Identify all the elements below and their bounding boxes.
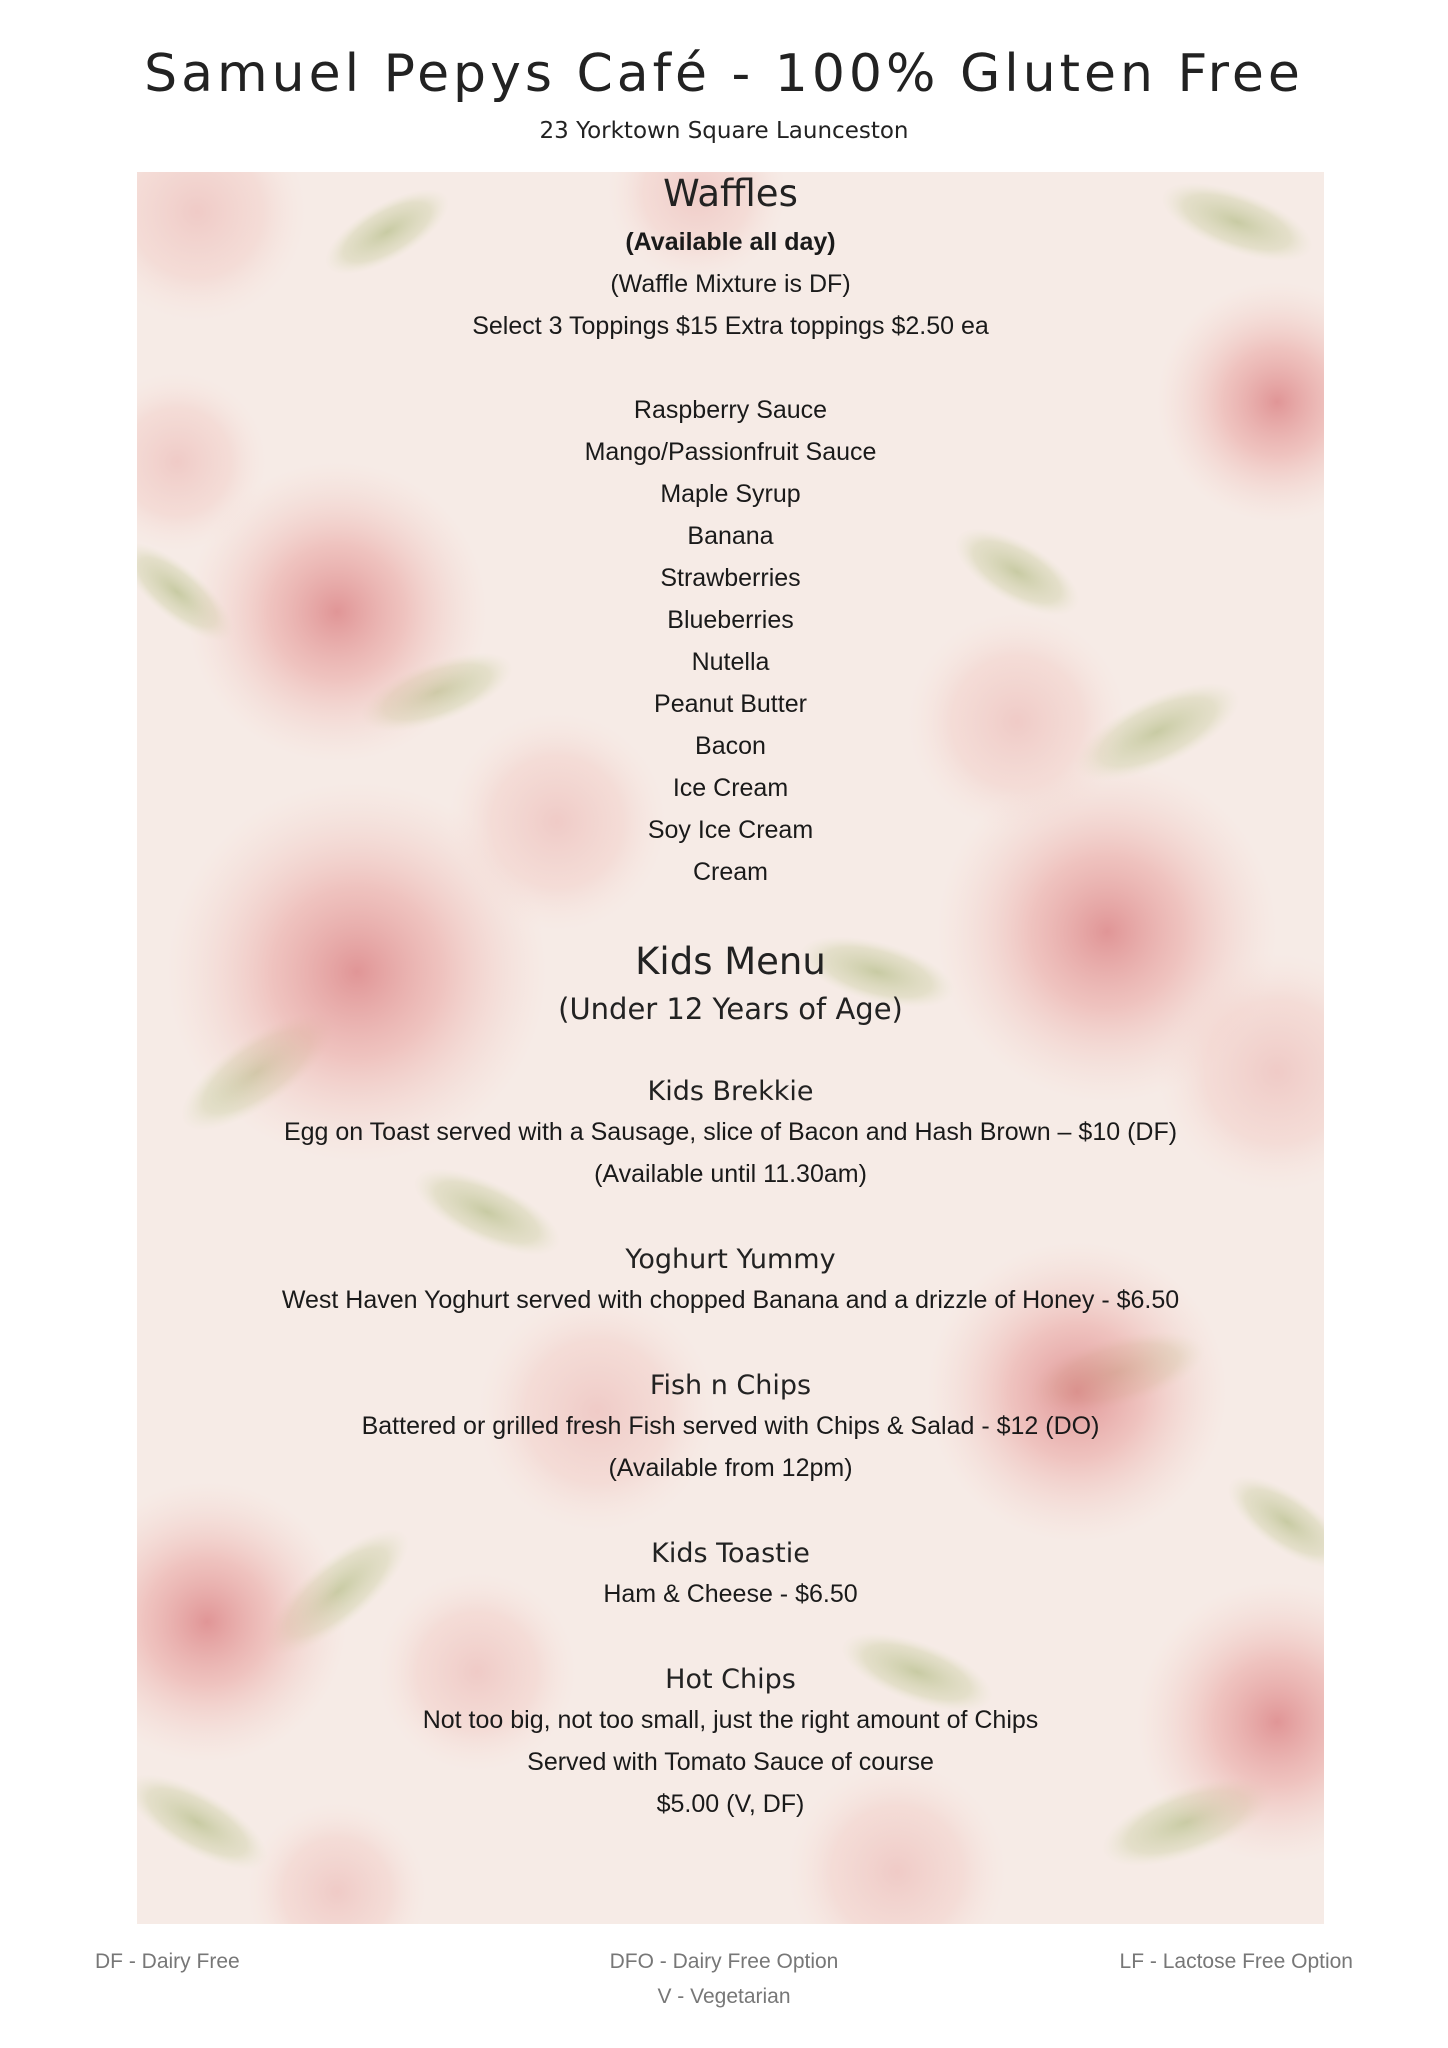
cafe-address: 23 Yorktown Square Launceston bbox=[539, 118, 909, 144]
waffles-availability: (Available all day) bbox=[625, 228, 836, 256]
kids-item-description: Battered or grilled fresh Fish served with Chips & Salad - $12 (DO) bbox=[361, 1412, 1100, 1440]
kids-item-description: Egg on Toast served with a Sausage, slice of Bacon and Hash Brown – $10 (DF) bbox=[283, 1118, 1178, 1146]
topping-item: Bacon bbox=[695, 732, 766, 760]
topping-item: Strawberries bbox=[660, 564, 801, 592]
legend-df: DF - Dairy Free bbox=[95, 1950, 240, 1973]
topping-item: Mango/Passionfruit Sauce bbox=[584, 438, 877, 466]
kids-item-description: West Haven Yoghurt served with chopped Banana and a drizzle of Honey - $6.50 bbox=[281, 1286, 1180, 1314]
topping-item: Cream bbox=[692, 858, 768, 886]
menu-content bbox=[137, 172, 1324, 1924]
legend-lf: LF - Lactose Free Option bbox=[1119, 1950, 1353, 1973]
menu-panel bbox=[137, 172, 1324, 1924]
topping-item: Peanut Butter bbox=[654, 690, 807, 718]
topping-item: Soy Ice Cream bbox=[647, 816, 814, 844]
kids-item-name: Kids Brekkie bbox=[647, 1076, 814, 1107]
kids-item-description: (Available until 11.30am) bbox=[594, 1160, 867, 1188]
topping-item: Blueberries bbox=[667, 606, 794, 634]
kids-item-name: Fish n Chips bbox=[649, 1370, 812, 1401]
waffles-pricing: Select 3 Toppings $15 Extra toppings $2.50 ea bbox=[472, 312, 989, 340]
page-title: Samuel Pepys Café - 100% Gluten Free bbox=[144, 44, 1304, 104]
kids-item-name: Hot Chips bbox=[665, 1664, 796, 1695]
waffles-title: Waffles bbox=[663, 172, 798, 215]
waffles-note: (Waffle Mixture is DF) bbox=[610, 270, 851, 298]
kids-item-description: $5.00 (V, DF) bbox=[656, 1790, 805, 1818]
kids-item-description: Not too big, not too small, just the right amount of Chips bbox=[422, 1706, 1039, 1734]
topping-item: Raspberry Sauce bbox=[633, 396, 828, 424]
kids-item-name: Yoghurt Yummy bbox=[625, 1244, 836, 1275]
legend-dfo: DFO - Dairy Free Option bbox=[609, 1950, 839, 1973]
kids-menu-title: Kids Menu bbox=[635, 940, 826, 983]
kids-item-description: Served with Tomato Sauce of course bbox=[527, 1748, 934, 1776]
kids-item-description: Ham & Cheese - $6.50 bbox=[603, 1580, 858, 1608]
legend-v: V - Vegetarian bbox=[657, 1985, 791, 2008]
topping-item: Banana bbox=[687, 522, 774, 550]
kids-item-description: (Available from 12pm) bbox=[608, 1454, 853, 1482]
kids-item-name: Kids Toastie bbox=[651, 1538, 810, 1569]
topping-item: Nutella bbox=[691, 648, 770, 676]
topping-item: Ice Cream bbox=[672, 774, 789, 802]
kids-age-note: (Under 12 Years of Age) bbox=[558, 992, 903, 1026]
topping-item: Maple Syrup bbox=[660, 480, 801, 508]
